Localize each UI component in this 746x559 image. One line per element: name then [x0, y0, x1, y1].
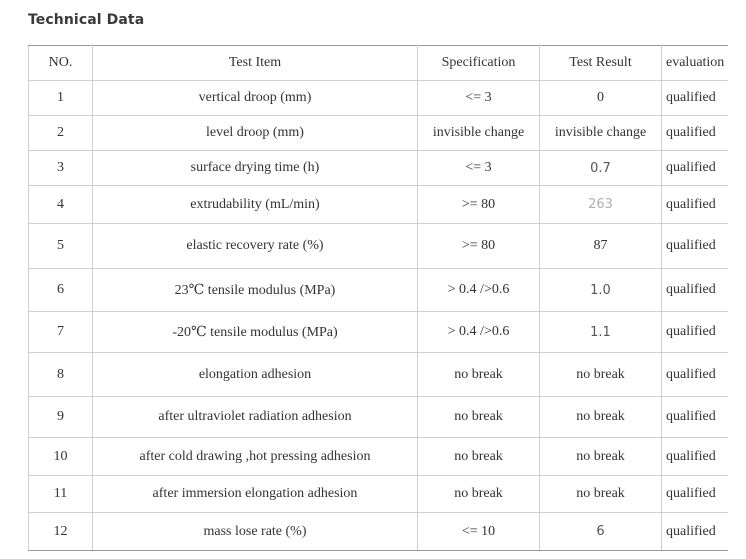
- test-item: mass lose rate (%): [93, 513, 418, 551]
- table-row: [29, 438, 728, 476]
- page-title: Technical Data: [28, 12, 145, 28]
- row-number: 2: [29, 116, 93, 151]
- test-item: surface drying time (h): [93, 151, 418, 186]
- table-row: [29, 186, 728, 224]
- column-header-specification: Specification: [418, 46, 540, 81]
- table-row: [29, 116, 728, 151]
- test-item: level droop (mm): [93, 116, 418, 151]
- test-item: extrudability (mL/min): [93, 186, 418, 224]
- evaluation: qualified: [662, 397, 728, 438]
- evaluation: qualified: [662, 438, 728, 476]
- table-row: [29, 269, 728, 312]
- specification: <= 3: [418, 81, 540, 116]
- table-row: [29, 312, 728, 353]
- specification: >= 80: [418, 186, 540, 224]
- test-result: 0: [540, 81, 662, 116]
- row-number: 11: [29, 476, 93, 513]
- test-result: 1.1: [540, 312, 662, 353]
- column-header-test-item: Test Item: [93, 46, 418, 81]
- row-number: 4: [29, 186, 93, 224]
- evaluation: qualified: [662, 186, 728, 224]
- row-number: 7: [29, 312, 93, 353]
- specification: > 0.4 />0.6: [418, 269, 540, 312]
- table-header-row: [29, 46, 728, 81]
- table-row: [29, 353, 728, 397]
- evaluation: qualified: [662, 513, 728, 551]
- test-result: 6: [540, 513, 662, 551]
- specification: invisible change: [418, 116, 540, 151]
- test-result: no break: [540, 353, 662, 397]
- test-result: 0.7: [540, 151, 662, 186]
- row-number: 6: [29, 269, 93, 312]
- specification: <= 3: [418, 151, 540, 186]
- test-result: no break: [540, 438, 662, 476]
- column-header-evaluation: evaluation: [662, 46, 728, 81]
- evaluation: qualified: [662, 476, 728, 513]
- table-row: [29, 476, 728, 513]
- evaluation: qualified: [662, 81, 728, 116]
- specification: no break: [418, 397, 540, 438]
- specification: no break: [418, 353, 540, 397]
- specification: <= 10: [418, 513, 540, 551]
- specification: >= 80: [418, 224, 540, 269]
- test-item: after immersion elongation adhesion: [93, 476, 418, 513]
- technical-data-table: [28, 45, 728, 551]
- test-item: after ultraviolet radiation adhesion: [93, 397, 418, 438]
- test-item: vertical droop (mm): [93, 81, 418, 116]
- specification: no break: [418, 476, 540, 513]
- table-row: [29, 224, 728, 269]
- test-result: no break: [540, 476, 662, 513]
- row-number: 12: [29, 513, 93, 551]
- test-item: 23℃ tensile modulus (MPa): [93, 269, 418, 312]
- table-row: [29, 397, 728, 438]
- test-result: 1.0: [540, 269, 662, 312]
- test-item: elongation adhesion: [93, 353, 418, 397]
- table-row: [29, 151, 728, 186]
- specification: no break: [418, 438, 540, 476]
- evaluation: qualified: [662, 269, 728, 312]
- test-result: no break: [540, 397, 662, 438]
- evaluation: qualified: [662, 151, 728, 186]
- column-header-test-result: Test Result: [540, 46, 662, 81]
- evaluation: qualified: [662, 116, 728, 151]
- test-item: after cold drawing ,hot pressing adhesion: [93, 438, 418, 476]
- row-number: 10: [29, 438, 93, 476]
- test-result: invisible change: [540, 116, 662, 151]
- test-result: 87: [540, 224, 662, 269]
- test-item: elastic recovery rate (%): [93, 224, 418, 269]
- specification: > 0.4 />0.6: [418, 312, 540, 353]
- row-number: 5: [29, 224, 93, 269]
- row-number: 1: [29, 81, 93, 116]
- column-header-no: NO.: [29, 46, 93, 81]
- evaluation: qualified: [662, 224, 728, 269]
- table-row: [29, 513, 728, 551]
- evaluation: qualified: [662, 312, 728, 353]
- test-result: 263: [540, 186, 662, 224]
- table-row: [29, 81, 728, 116]
- evaluation: qualified: [662, 353, 728, 397]
- row-number: 3: [29, 151, 93, 186]
- test-item: -20℃ tensile modulus (MPa): [93, 312, 418, 353]
- row-number: 9: [29, 397, 93, 438]
- row-number: 8: [29, 353, 93, 397]
